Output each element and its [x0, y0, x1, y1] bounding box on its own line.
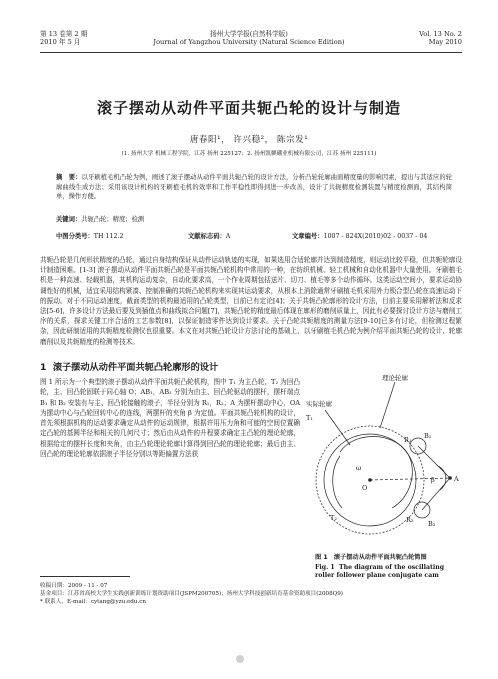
main-cam-profile — [340, 436, 412, 508]
label-b2: B₂ — [428, 520, 436, 528]
keywords-text: 共轭凸轮；精度；检测 — [81, 216, 145, 223]
center-line-oa — [370, 478, 450, 480]
keywords-label: 关键词： — [56, 216, 82, 223]
section-heading — [40, 359, 218, 373]
leader-theory — [380, 382, 395, 428]
article-id — [292, 231, 427, 240]
figure-caption-en-label: Fig. 1 — [315, 564, 335, 571]
label-t2: T₂ — [330, 514, 337, 522]
date-en: May 2010 — [428, 38, 462, 47]
clc-value: TH 112.2 — [93, 233, 124, 240]
affiliation: (1. 扬州大学 机械工程学院，江苏 扬州 225127；2. 扬州凯麒硼业机械有限公司，江苏 扬州 225111) — [121, 151, 377, 157]
footnotes — [40, 582, 470, 607]
rocker-ab2 — [422, 478, 450, 510]
abstract-text: 以牙刷植毛机凸轮为例，阐述了滚子摆动从动件平面共轭凸轮的设计方法，分析凸轮轮廓曲面精度量的影响因素，提出与其适应的轮廓曲线生成方法；采用该设计机构的牙刷植毛机的效率和工作平稳性即得到进一步改善，设计了共轭精度检测装置与精度检测面，其结构简单，操作方便。 — [56, 174, 453, 201]
section-paragraph: 图 1 所示为一个典型的滚子摆动从动件平面共轭凸轮机构，图中 T₁ 为主凸轮，T₂ 为回凸轮，主、回凸轮固联于同心轴 O；AB₁，AB₂ 分别为由主、回凸轮驱动的摆杆，摆杆端点 B₁ 和 B₂ 安装有与主、回凸轮接触的滚子，半径分别为 R₁，R₂；A 为摆杆摆动中心，OA 为摆动中心与凸轮回转中心的连线，两摆杆的夹角 β 为定值。平面共轭凸轮机构的设计，首先须根据机构的运动要求确定从动件的运动规律，根据许用压力角和可能的空间位置确定凸轮的基圆半径和相关的几何尺寸；然后由从动件的升程要求确定主凸轮的理论轮廓，根据给定的摆杆长度和夹角，由主凸轮理论轮廓计算得到回凸轮的理论轮廓；最后由主、回凸轮的理论轮廓依据滚子半径分别以等距偏置方法获 — [40, 378, 301, 459]
cam-diagram — [300, 370, 470, 550]
label-beta: β — [431, 476, 435, 484]
section-number: 1 — [40, 362, 47, 373]
volume-en: Vol. 13 No. 2 — [419, 30, 462, 38]
label-t1: T₁ — [306, 414, 313, 422]
pivot-a — [448, 476, 452, 480]
figure-caption-cn: 图 1 滚子摆动从动件平面共轭凸轮简图 — [315, 554, 427, 561]
label-a: A — [454, 475, 459, 483]
footnote-contact: * 联系人，E-mail：cytang@yzu.edu.cn — [40, 599, 146, 606]
footnote-received: 收稿日期：2009 - 11 - 07 — [40, 583, 108, 589]
doc-code-value: A — [225, 233, 231, 240]
volume-cn: 第 13 卷第 2 期 — [40, 30, 88, 38]
date-cn: 2010 年 5 月 — [40, 38, 81, 47]
label-actual-profile: 实际轮廓 — [306, 400, 332, 408]
figure-caption-en — [315, 564, 465, 581]
clc-label: 中图分类号： — [56, 233, 94, 240]
doc-code-label: 文献标志码： — [188, 233, 226, 240]
article-id-label: 文章编号： — [292, 233, 324, 240]
footnote-fund: 基金项目：江苏省高校大学生实践创新训练计划资助项目(JSPM200705)；扬州大学科技创新培育基金资助项目(2008Q9) — [40, 591, 343, 598]
header-divider — [40, 52, 462, 53]
journal-en: Journal of Yangzhou University (Natural Science Edition) — [153, 38, 345, 47]
footnote-divider — [40, 576, 130, 577]
paper-title: 滚子摆动从动件平面共轭凸轮的设计与制造 — [96, 99, 401, 117]
intro-paragraph: 共轭凸轮是几何形状精度的凸轮，通过自身结构保证从动件运动轨迹的实现，如果选用合适轮廓并达到制造精度，则运动比较平稳，但共轭轮廓设计制造困难。[1-3] 滚子摆动从动件平面共轭凸轮是平面共轭凸轮机构中常用的一种，在纺织机械、轻工机械和自动化机器中大量使用。牙刷植毛机是一种高速、轻载机器，其机构运动复杂，自动化要求高，一个作业周期包括送片、切刀、植毛等多个动作循环。这类运动空间小，要求运动协调性好的机械，适宜采用结构紧凑、控制准确的共轭凸轮机构来实现其运动要求，从根本上消除通常牙刷植毛机采用外力锁合型凸轮在高速运动下的振动。对于不同运动速度，截面类型的机构最适用的凸轮类型，目前已有定论[4]；关于共轭凸轮廓形的设计方法，目前主要采用解析法和反求法[5-6]，许多设计方法最后要及到插值点和曲线拟合问题[7]，共轭凸轮的精度最后体现在廓形的磨削质量上，因此有必要探讨设计方法与磨削工序的关系，探求关键工序合适的工艺参数[8]，以保证制造零件达到设计要求。关于凸轮共轭精度的测量方法[9-10]已多有讨论，但检测过程繁杂，因此研制适用的共轭精度检测仪也很重要。本文在对共轭凸轮设计方法讨论的基础上，以牙刷植毛机凸轮为例介绍平面共轭凸轮的设计、轮廓磨削以及共轭精度的检测等技术。 — [40, 256, 462, 346]
label-omega: ω — [356, 464, 362, 472]
authors: 唐春阳¹， 许兴稳²， 陈宗发¹ — [189, 135, 309, 145]
label-r1: R₁ — [404, 436, 412, 444]
abstract — [56, 173, 452, 202]
label-theory-profile: 理论轮廓 — [382, 374, 408, 382]
figure-caption-en-text: The diagram of the oscillating roller follower plane conjugate cam — [315, 564, 445, 580]
article-id-value: 1007 - 824X(2010)02 - 0037 - 04 — [323, 233, 428, 240]
keywords — [56, 214, 144, 223]
label-r2: R₂ — [406, 516, 414, 524]
return-cam-profile — [333, 456, 342, 508]
leader-actual — [325, 410, 350, 445]
section-title: 滚子摆动从动件平面共轭凸轮廓形的设计 — [52, 362, 219, 373]
clc — [56, 231, 124, 240]
cam-center-o — [368, 478, 372, 482]
doc-code — [188, 231, 230, 240]
header-right — [419, 30, 462, 47]
journal-cn: 扬州大学学报(自然科学版) — [210, 30, 288, 38]
scan-mark — [236, 655, 244, 663]
label-b1: B₁ — [424, 432, 432, 440]
abstract-label: 摘 要： — [56, 174, 82, 181]
label-o: O — [362, 484, 368, 492]
